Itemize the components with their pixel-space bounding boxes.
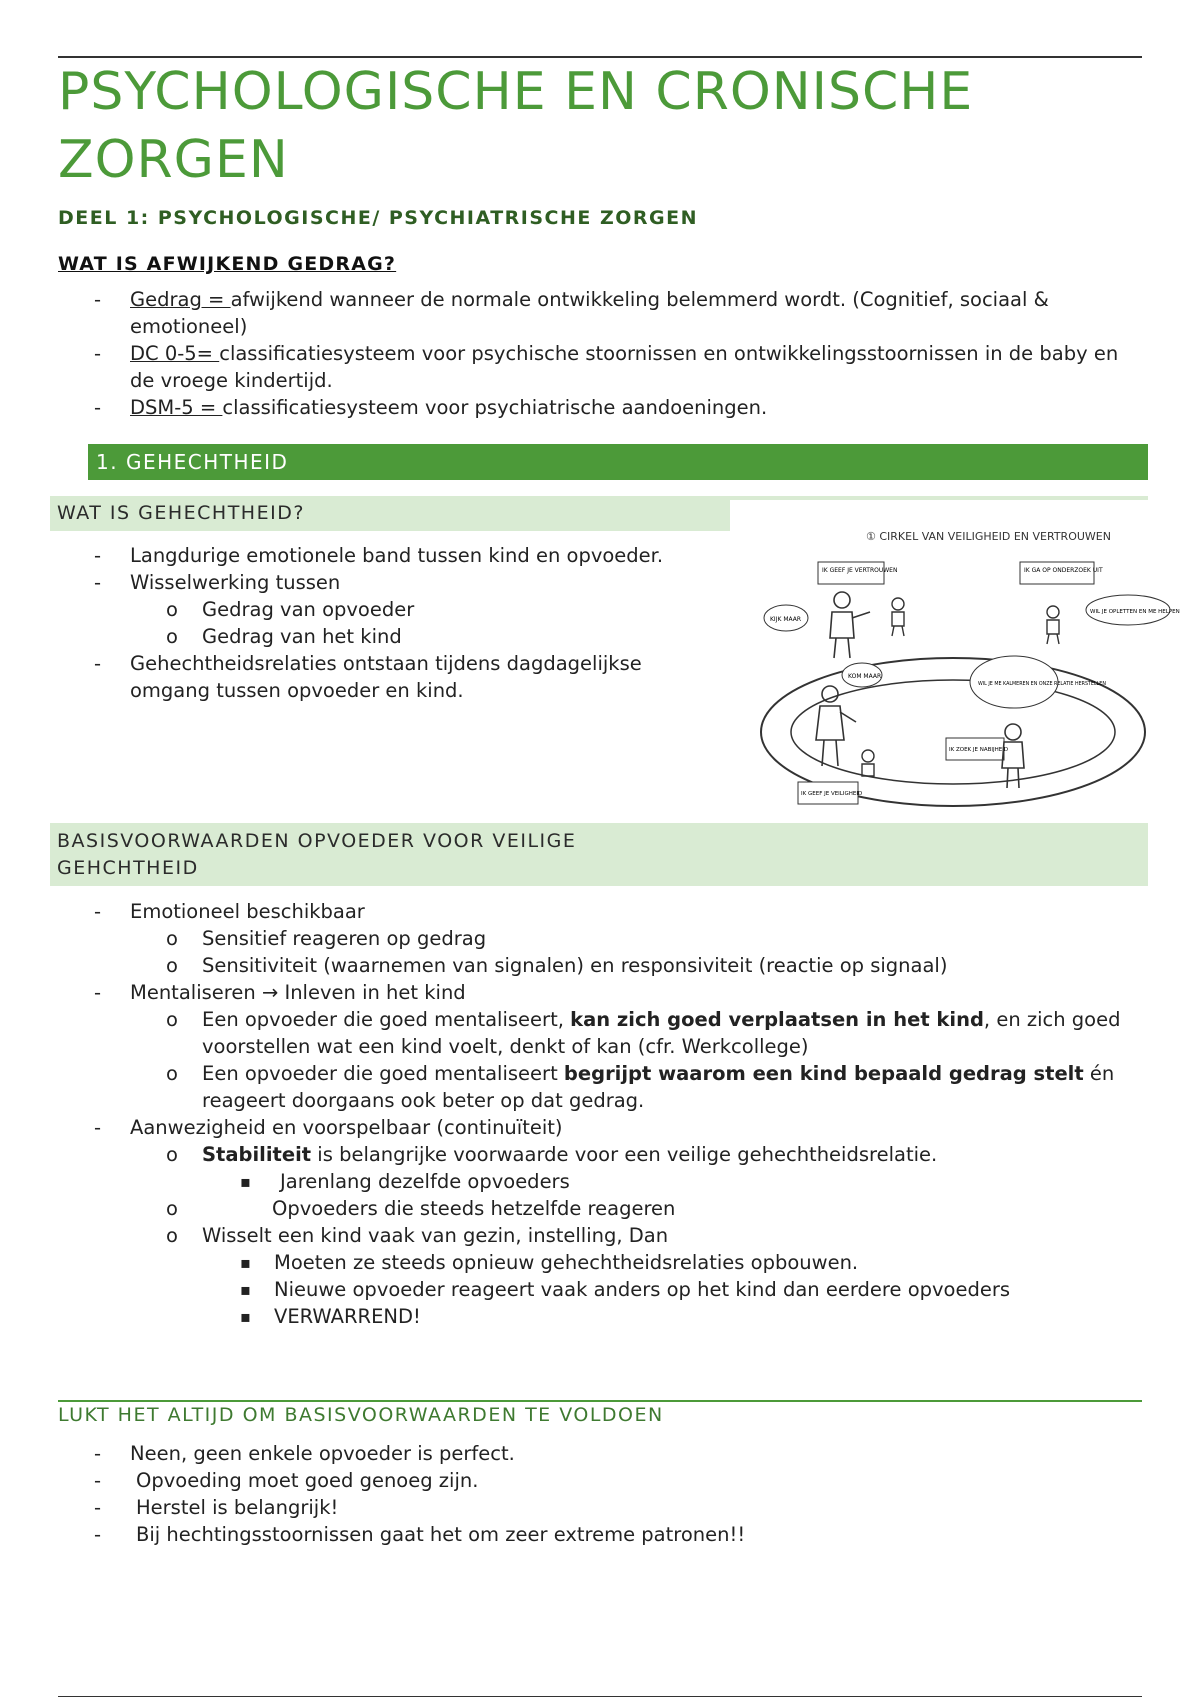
list-item: o Stabiliteit is belangrijke voorwaarde voor een veilige gehechtheidsrelatie. [58,1141,1142,1168]
child-figure [892,598,904,636]
lukt-list [58,1440,1142,1548]
document-page [57,0,1180,1700]
list-item: - Aanwezigheid en voorspelbaar (continuïteit) [58,1114,1142,1141]
intro-list [58,286,1142,421]
list-item: o Wisselt een kind vaak van gezin, instelling, Dan [58,1222,1142,1249]
heading-wat-is-gehechtheid: WAT IS GEHECHTHEID? [50,496,730,531]
list-item: o Opvoeders die steeds hetzelfde reageren [58,1195,1142,1222]
list-item: - Gehechtheidsrelaties ontstaan tijdens dagdagelijkse omgang tussen opvoeder en kind. [58,650,678,704]
list-item: - Opvoeding moet goed genoeg zijn. [58,1467,1142,1494]
svg-text:KOM MAAR: KOM MAAR [848,673,882,680]
section-heading-afwijkend-gedrag: WAT IS AFWIJKEND GEDRAG? [58,253,397,275]
svg-text:IK GEEF JE VEILIGHEID: IK GEEF JE VEILIGHEID [801,791,863,797]
list-item: o Een opvoeder die goed mentaliseert begrijpt waarom een kind bepaald gedrag stelt én reageert doorgaans ook beter op dat gedrag. [58,1060,1142,1114]
parent-figure [1002,724,1024,788]
svg-text:IK ZOEK JE NABIJHEID: IK ZOEK JE NABIJHEID [949,747,1009,753]
term: Gedrag = [130,288,231,311]
heading-gehechtheid: 1. GEHECHTHEID [88,444,1148,480]
basisvoorwaarden-list [58,898,1142,1330]
gehechtheid-list [58,542,678,704]
svg-text:IK GA OP ONDERZOEK UIT: IK GA OP ONDERZOEK UIT [1024,567,1103,574]
list-item: - DSM-5 = classificatiesysteem voor psychiatrische aandoeningen. [58,394,1142,421]
list-item: ▪ Jarenlang dezelfde opvoeders [58,1168,1142,1195]
parent-figure [830,592,870,658]
list-item: o Sensitiviteit (waarnemen van signalen) en responsiviteit (reactie op signaal) [58,952,1142,979]
svg-text:KIJK MAAR: KIJK MAAR [770,616,802,623]
list-item: - Gedrag = afwijkend wanneer de normale ontwikkeling belemmerd wordt. (Cognitief, sociaal & emotioneel) [58,286,1142,340]
child-figure [862,750,874,776]
list-item: - Herstel is belangrijk! [58,1494,1142,1521]
list-item: - Emotioneel beschikbaar [58,898,1142,925]
list-item: - Neen, geen enkele opvoeder is perfect. [58,1440,1142,1467]
circle-of-security-illustration [758,520,1180,815]
list-item: o Gedrag van opvoeder [58,596,678,623]
child-figure [1047,606,1059,644]
part-title: DEEL 1: PSYCHOLOGISCHE/ PSYCHIATRISCHE ZORGEN [58,207,699,229]
bottom-rule [58,1696,1142,1697]
term: DSM-5 = [130,396,223,419]
list-item: ▪ Nieuwe opvoeder reageert vaak anders op het kind dan eerdere opvoeders [58,1276,1142,1303]
parent-figure [816,686,856,766]
inner-circle [791,680,1115,784]
heading-rule [58,1400,1142,1402]
list-item: ▪ Moeten ze steeds opnieuw gehechtheidsrelaties opbouwen. [58,1249,1142,1276]
svg-text:IK GEEF JE VERTROUWEN: IK GEEF JE VERTROUWEN [822,567,898,574]
svg-text:WIL JE ME KALMEREN EN ONZE REL: WIL JE ME KALMEREN EN ONZE RELATIE HERSTELLEN [978,682,1106,687]
list-item: - Langdurige emotionele band tussen kind en opvoeder. [58,542,678,569]
illustration-caption: ① CIRKEL VAN VEILIGHEID EN VERTROUWEN [866,530,1111,543]
list-item: o Gedrag van het kind [58,623,678,650]
heading-lukt-het-altijd: LUKT HET ALTIJD OM BASISVOORWAARDEN TE VOLDOEN [58,1404,664,1426]
list-item: - Bij hechtingsstoornissen gaat het om zeer extreme patronen!! [58,1521,1142,1548]
list-item: - Mentaliseren → Inleven in het kind [58,979,1142,1006]
list-item: o Een opvoeder die goed mentaliseert, kan zich goed verplaatsen in het kind, en zich goed voorstellen wat een kind voelt, denkt of kan (cfr. Werkcollege) [58,1006,1142,1060]
term: DC 0-5= [130,342,220,365]
heading-basisvoorwaarden: BASISVOORWAARDEN OPVOEDER VOOR VEILIGE GEHCHTHEID [50,823,1148,886]
list-item: o Sensitief reageren op gedrag [58,925,1142,952]
svg-text:WIL JE OPLETTEN EN ME HELPEN: WIL JE OPLETTEN EN ME HELPEN [1090,609,1180,615]
document-title: PSYCHOLOGISCHE EN CRONISCHE ZORGEN [58,62,974,190]
list-item: - DC 0-5= classificatiesysteem voor psychische stoornissen en ontwikkelingsstoornissen in de baby en de vroege kindertijd. [58,340,1142,394]
list-item: ▪ VERWARREND! [58,1303,1142,1330]
heading-bar-extension [730,496,1148,500]
list-item: - Wisselwerking tussen [58,569,678,596]
